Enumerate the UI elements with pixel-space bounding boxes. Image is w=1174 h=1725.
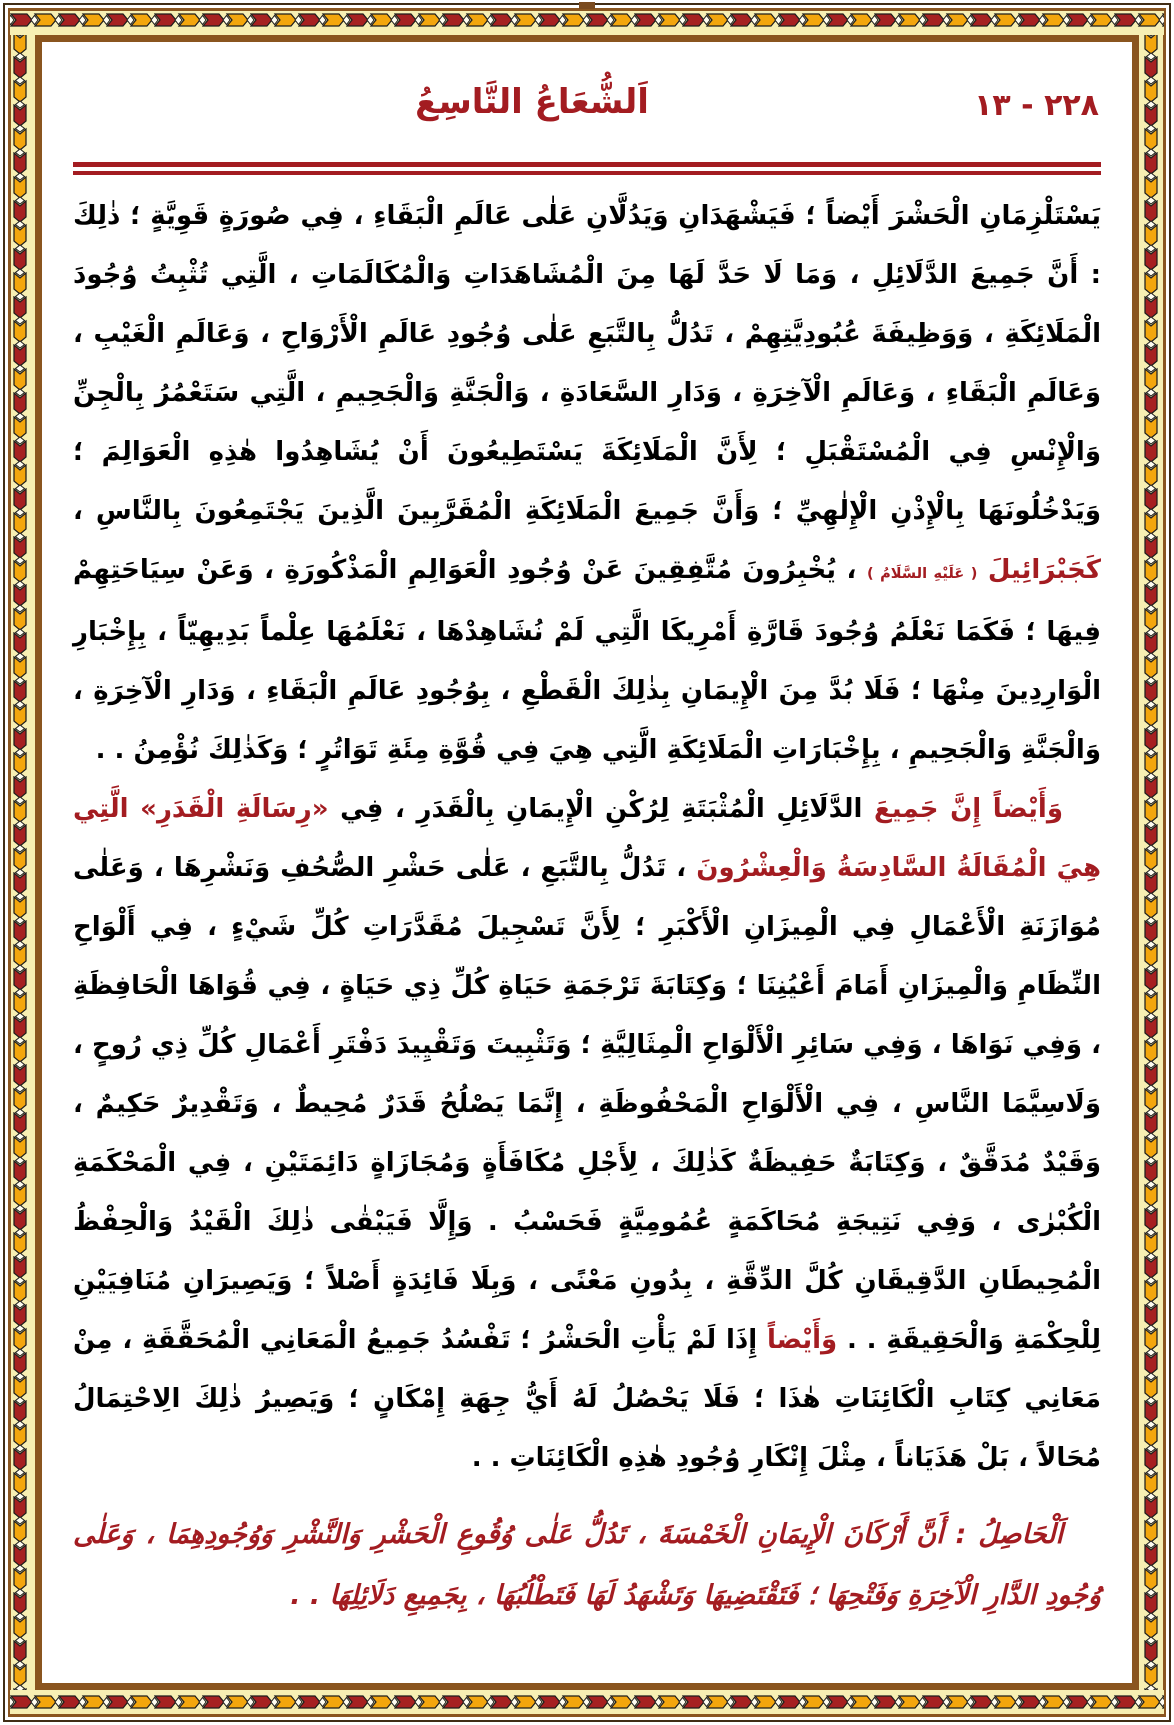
body-paragraph <box>73 780 1101 1488</box>
text-segment-black: يَسْتَلْزِمَانِ الْحَشْرَ أَيْضاً ؛ فَيَشْهَدَانِ وَيَدُلَّانِ عَلٰى عَالَمِ الْبَقَاءِ ، فِي صُورَةٍ قَوِيَّةٍ ؛ ذٰلِكَ : أَنَّ جَمِيعَ الدَّلَائِلِ ، وَمَا لَا حَدَّ لَهَا مِنَ الْمُشَاهَدَاتِ وَالْمُكَالَمَاتِ ، الَّتِي تُثْبِتُ وُجُودَ الْمَلَائِكَةِ ، وَوَظِيفَةَ عُبُودِيَّتِهِمْ ، تَدُلُّ بِالتَّبَعِ عَلٰى وُجُودِ عَالَمِ الْأَرْوَاحِ ، وَعَالَمِ الْغَيْبِ ، وَعَالَمِ الْبَقَاءِ ، وَعَالَمِ الْآخِرَةِ ، وَدَارِ السَّعَادَةِ ، وَالْجَنَّةِ وَالْجَحِيمِ ، الَّتِي سَتَعْمُرُ بِالْجِنِّ وَالْإِنْسِ فِي الْمُسْتَقْبَلِ ؛ لِأَنَّ الْمَلَائِكَةَ يَسْتَطِيعُونَ أَنْ يُشَاهِدُوا هٰذِهِ الْعَوَالِمَ ؛ وَيَدْخُلُونَهَا بِالْإِذْنِ الْإِلٰهِيِّ ؛ وَأَنَّ جَمِيعَ الْمَلَائِكَةِ الْمُقَرَّبِينَ الَّذِينَ يَجْتَمِعُونَ بِالنَّاسِ ، <box>73 201 1101 526</box>
page-number: ٢٢٨ - ١٣ <box>974 88 1099 123</box>
text-segment-red: اَلْحَاصِلُ : أَنَّ أَرْكَانَ الْإِيمَانِ الْخَمْسَةَ ، تَدُلُّ عَلٰى وُقُوعِ الْحَشْرِ وَالنَّشْرِ وَوُجُودِهِمَا ، وَعَلٰى وُجُودِ الدَّارِ الْآخِرَةِ وَفَتْحِهَا ؛ فَتَقْتَضِيهَا وَتَشْهَدُ لَهَا فَتَطْلُبُهَا ، بِجَمِيعِ دَلَائِلِهَا . . <box>73 1519 1101 1611</box>
text-segment-black: ، يُخْبِرُونَ مُتَّفِقِينَ عَنْ وُجُودِ الْعَوَالِمِ الْمَذْكُورَةِ ، وَعَنْ سِيَاحَتِهِمْ فِيهَا ؛ فَكَمَا نَعْلَمُ وُجُودَ قَارَّةِ أَمْرِيكَا الَّتِي لَمْ نُشَاهِدْهَا ، نَعْلَمُهَا عِلْماً بَدِيهِيّاً ، بِإِخْبَارِ الْوَارِدِينَ مِنْهَا ؛ فَلَا بُدَّ مِنَ الْإِيمَانِ بِذٰلِكَ الْقَطْعِ ، بِوُجُودِ عَالَمِ الْبَقَاءِ ، وَدَارِ الْآخِرَةِ ، وَالْجَنَّةِ وَالْجَحِيمِ ، بِإِخْبَارَاتِ الْمَلَائِكَةِ الَّتِي هِيَ فِي قُوَّةِ مِئَةِ تَوَاتُرٍ ؛ وَكَذٰلِكَ نُؤْمِنُ . . <box>73 555 1101 765</box>
ornamental-border-top <box>10 8 1164 35</box>
ornamental-border-left <box>8 8 35 1717</box>
text-segment-black: إِذَا لَمْ يَأْتِ الْحَشْرُ ؛ تَفْسُدُ جَمِيعُ الْمَعَانِي الْمُحَقَّقَةِ ، مِنْ مَعَانِي كِتَابِ الْكَائِنَاتِ هٰذَا ؛ فَلَا يَحْصُلُ لَهُ أَيُّ جِهَةِ إِمْكَانٍ ؛ وَيَصِيرُ ذٰلِكَ الِاحْتِمَالُ مُحَالاً ، بَلْ هَذَيَاناً ، مِثْلَ إِنْكَارِ وُجُودِ هٰذِهِ الْكَائِنَاتِ . . <box>73 1325 1101 1473</box>
page-title: اَلشُّعَاعُ التَّاسِعُ <box>415 82 649 122</box>
text-segment-red: كَجَبْرَائِيلَ <box>977 555 1101 585</box>
page-content <box>42 42 1132 1683</box>
ornamental-border-right <box>1139 8 1166 1717</box>
border-top-notch <box>579 2 595 9</box>
body-paragraph <box>73 187 1101 780</box>
text-segment-black: الدَّلَائِلِ الْمُثْبَتَةِ لِرُكْنِ الْإِيمَانِ بِالْقَدَرِ ، فِي <box>328 794 863 824</box>
text-segment-red: وَأَيْضاً <box>766 1325 838 1355</box>
page-header <box>73 82 1101 146</box>
honorific-alayhis-salam: ( عَلَيْهِ السَّلَامُ ) <box>866 565 978 582</box>
text-segment-black: ، تَدُلُّ بِالتَّبَعِ ، عَلٰى حَشْرِ الصُّحُفِ وَنَشْرِهَا ، وَعَلٰى مُوَازَنَةِ الْأَعْمَالِ فِي الْمِيزَانِ الْأَكْبَرِ ؛ لِأَنَّ تَسْجِيلَ مُقَدَّرَاتِ كُلِّ شَيْءٍ ، فِي أَلْوَاحِ النِّظَامِ وَالْمِيزَانِ أَمَامَ أَعْيُنِنَا ؛ وَكِتَابَةَ تَرْجَمَةِ حَيَاةِ كُلِّ ذِي حَيَاةٍ ، فِي قُوَاهَا الْحَافِظَةِ ، وَفِي نَوَاهَا ، وَفِي سَائِرِ الْأَلْوَاحِ الْمِثَالِيَّةِ ؛ وَتَثْبِيتَ وَتَقْيِيدَ دَفْتَرِ أَعْمَالِ كُلِّ ذِي رُوحٍ ، وَلَاسِيَّمَا النَّاسِ ، فِي الْأَلْوَاحِ الْمَحْفُوظَةِ ، إِنَّمَا يَصْلُحُ قَدَرٌ مُحِيطٌ ، وَتَقْدِيرٌ حَكِيمٌ ، وَقَيْدٌ مُدَقَّقٌ ، وَكِتَابَةٌ حَفِيظَةٌ كَذٰلِكَ ، لِأَجْلِ مُكَافَأَةٍ وَمُجَازَاةٍ دَائِمَتَيْنِ ، فِي الْمَحْكَمَةِ الْكُبْرٰى ، وَفِي نَتِيجَةِ مُحَاكَمَةٍ عُمُومِيَّةٍ فَحَسْبُ . وَإِلَّا فَيَبْقٰى ذٰلِكَ الْقَيْدُ وَالْحِفْظُ الْمُحِيطَانِ الدَّقِيقَانِ كُلَّ الدِّقَّةِ ، بِدُونِ مَعْنًى ، وَبِلَا فَائِدَةٍ أَصْلاً ؛ وَيَصِيرَانِ مُنَافِيَيْنِ لِلْحِكْمَةِ وَالْحَقِيقَةِ . . <box>73 853 1101 1355</box>
ornamental-border-bottom <box>10 1690 1164 1717</box>
text-segment-red: وَأَيْضاً إِنَّ جَمِيعَ <box>862 794 1063 824</box>
text-segment-red: «رِسَالَةِ الْقَدَرِ» الَّتِي هِيَ الْمُقَالَةُ السَّادِسَةُ وَالْعِشْرُونَ <box>73 794 1101 883</box>
conclusion-paragraph <box>73 1504 1101 1626</box>
double-rule <box>73 162 1101 175</box>
body-text <box>73 187 1101 1626</box>
